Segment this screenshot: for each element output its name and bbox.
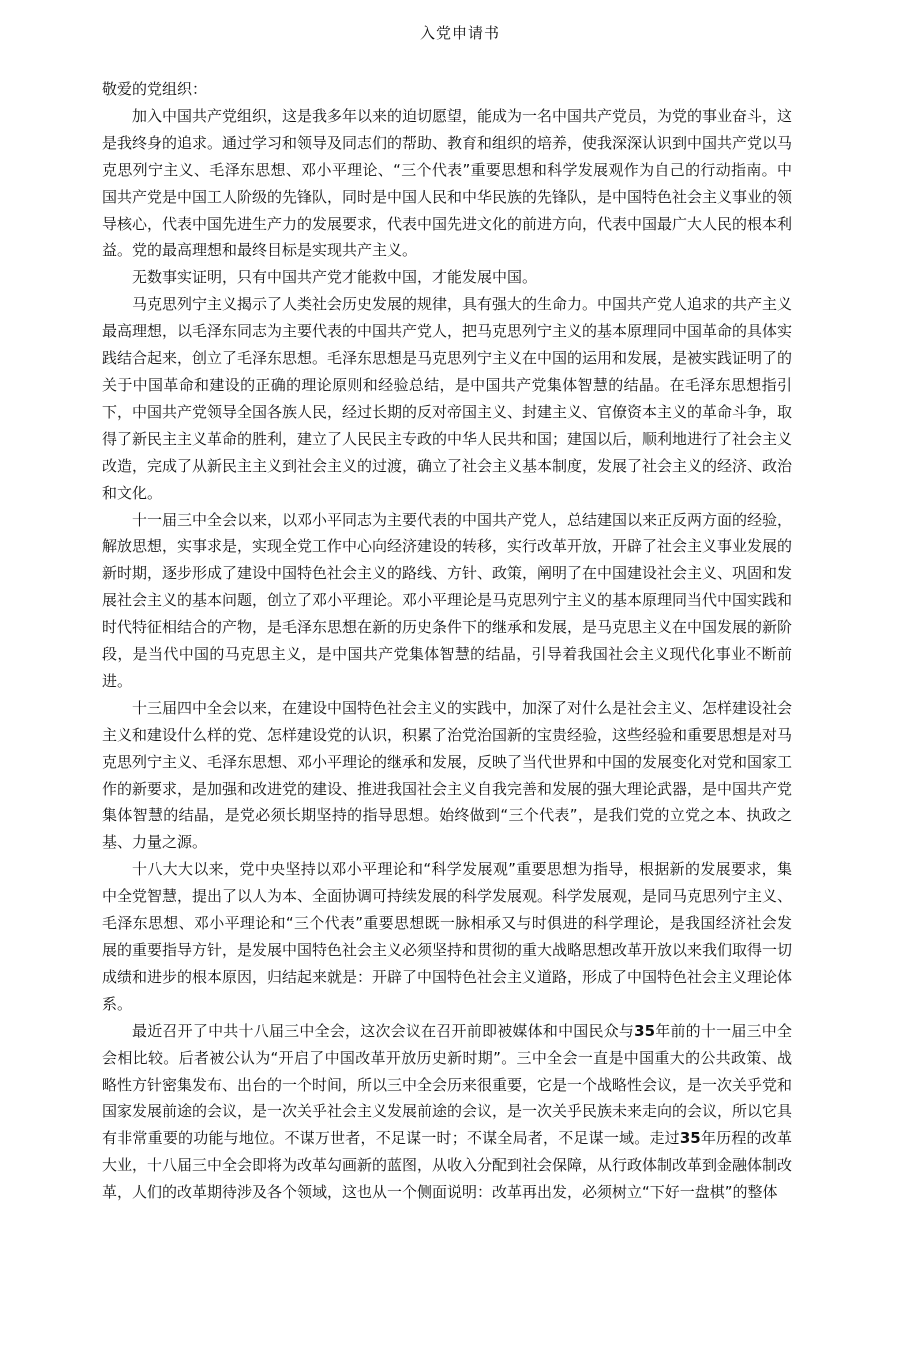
year-count-number: 35 (679, 1129, 701, 1148)
paragraph-2: 无数事实证明，只有中国共产党才能救中国，才能发展中国。 (132, 268, 538, 287)
year-count-number: 35 (634, 1021, 656, 1040)
document-title: 入党申请书 (419, 24, 500, 42)
paragraph-3: 马克思列宁主义揭示了人类社会历史发展的规律，具有强大的生命力。中国共产党人追求的共产主义最高理想，以毛泽东同志为主要代表的中国共产党人，把马克思列宁主义的基本原理同中国革命的具体实践结合起来，创立了毛泽东思想。毛泽东思想是马克思列宁主义在中国的运用和发展，是被实践证明了的关于中国革命和建设的正确的理论原则和经验总结，是中国共产党集体智慧的结晶。在毛泽东思想指引下，中国共产党领导全国各族人民，经过长期的反对帝国主义、封建主义、官僚资本主义的革命斗争，取得了新民主主义革命的胜利，建立了人民民主专政的中华人民共和国；建国以后，顺利地进行了社会主义改造，完成了从新民主主义到社会主义的过渡，确立了社会主义基本制度，发展了社会主义的经济、政治和文化。 (102, 295, 793, 502)
paragraph-6: 十八大大以来，党中央坚持以邓小平理论和“科学发展观”重要思想为指导，根据新的发展要求，集中全党智慧，提出了以人为本、全面协调可持续发展的科学发展观。科学发展观，是同马克思列宁主义、毛泽东思想、邓小平理论和“三个代表”重要思想既一脉相承又与时俱进的科学理论，是我国经济社会发展的重要指导方针，是发展中国特色社会主义必须坚持和贯彻的重大战略思想改革开放以来我们取得一切成绩和进步的根本原因，归结起来就是：开辟了中国特色社会主义道路，形成了中国特色社会主义理论体系。 (102, 860, 793, 1013)
paragraph-7-text-c: 年历程的改革大业，十八届三中全会即将为改革勾画新的蓝图，从收入分配到社会保障，从行政体制改革到金融体制改革，人们的改革期待涉及各个领域，这也从一个侧面说明：改革再出发，必须树立“下好一盘棋”的整体 (102, 1129, 793, 1202)
paragraph-7-text-a: 最近召开了中共十八届三中全会，这次会议在召开前即被媒体和中国民众与 (132, 1021, 635, 1040)
document-body (102, 76, 792, 1206)
paragraph-1: 加入中国共产党组织，这是我多年以来的迫切愿望，能成为一名中国共产党员，为党的事业奋斗，这是我终身的追求。通过学习和领导及同志们的帮助、教育和组织的培养，使我深深认识到中国共产党以马克思列宁主义、毛泽东思想、邓小平理论、“三个代表”重要思想和科学发展观作为自己的行动指南。中国共产党是中国工人阶级的先锋队，同时是中国人民和中华民族的先锋队，是中国特色社会主义事业的领导核心，代表中国先进生产力的发展要求，代表中国先进文化的前进方向，代表中国最广大人民的根本利益。党的最高理想和最终目标是实现共产主义。 (102, 106, 793, 260)
paragraph-4: 十一届三中全会以来，以邓小平同志为主要代表的中国共产党人，总结建国以来正反两方面的经验，解放思想，实事求是，实现全党工作中心向经济建设的转移，实行改革开放，开辟了社会主义事业发展的新时期，逐步形成了建设中国特色社会主义的路线、方针、政策，阐明了在中国建设社会主义、巩固和发展社会主义的基本问题，创立了邓小平理论。邓小平理论是马克思列宁主义的基本原理同当代中国实践和时代特征相结合的产物，是毛泽东思想在新的历史条件下的继承和发展，是马克思主义在中国发展的新阶段，是当代中国的马克思主义，是中国共产党集体智慧的结晶，引导着我国社会主义现代化事业不断前进。 (102, 510, 793, 690)
paragraph-5: 十三届四中全会以来，在建设中国特色社会主义的实践中，加深了对什么是社会主义、怎样建设社会主义和建设什么样的党、怎样建设党的认识，积累了治党治国新的宝贵经验，这些经验和重要思想是对马克思列宁主义、毛泽东思想、邓小平理论的继承和发展，反映了当代世界和中国的发展变化对党和国家工作的新要求，是加强和改进党的建设、推进我国社会主义自我完善和发展的强大理论武器，是中国共产党集体智慧的结晶，是党必须长期坚持的指导思想。始终做到“三个代表”，是我们党的立党之本、执政之基、力量之源。 (102, 698, 793, 852)
salutation: 敬爱的党组织： (102, 80, 208, 98)
paragraph-7-text-b: 年前的十一届三中全会相比较。后者被公认为“开启了中国改革开放历史新时期”。三中全会一直是中国重大的公共政策、战略性方针密集发布、出台的一个时间，所以三中全会历来很重要，它是一个战略性会议，是一次关乎党和国家发展前途的会议，是一次关乎社会主义发展前途的会议，是一次关乎民族未来走向的会议，所以它具有非常重要的功能与地位。不谋万世者，不足谋一时；不谋全局者，不足谋一域。走过 (102, 1021, 793, 1148)
paragraph-7 (102, 1018, 792, 1206)
